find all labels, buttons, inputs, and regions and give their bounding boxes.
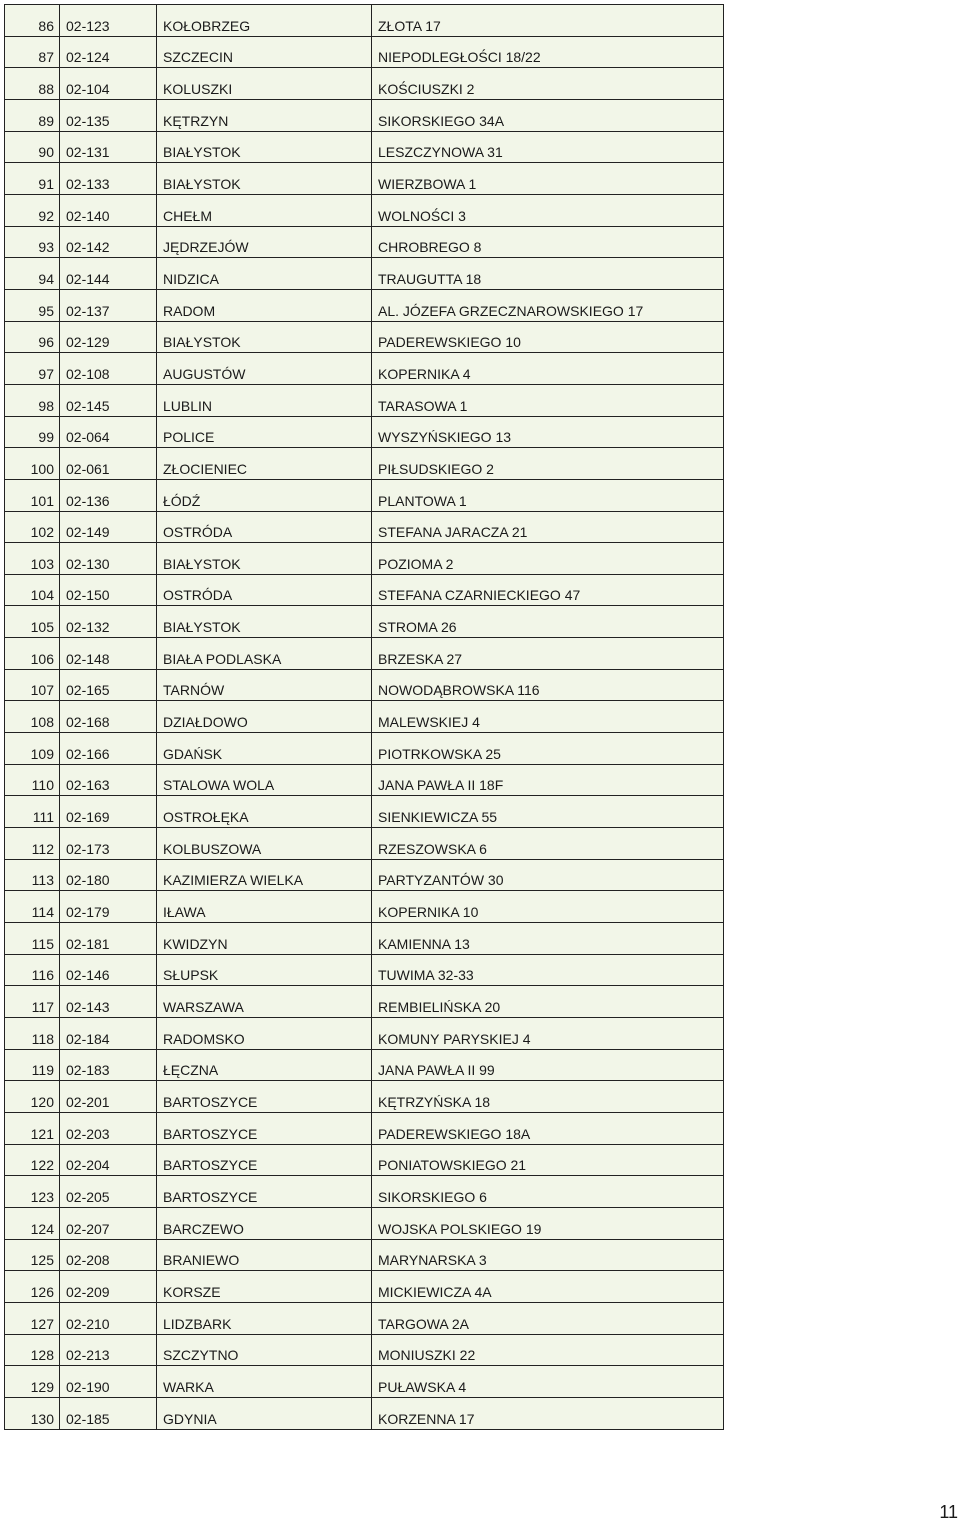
row-number-cell: 106	[5, 638, 60, 670]
branch-code-cell: 02-203	[60, 1112, 157, 1144]
branch-code-cell: 02-146	[60, 954, 157, 986]
branch-code-cell: 02-213	[60, 1334, 157, 1366]
row-number-cell: 101	[5, 479, 60, 511]
row-number-cell: 87	[5, 36, 60, 68]
table-row	[5, 796, 724, 828]
address-cell: PIOTRKOWSKA 25	[372, 733, 724, 765]
city-cell: BARTOSZYCE	[157, 1176, 372, 1208]
address-cell: MICKIEWICZA 4A	[372, 1271, 724, 1303]
table-row	[5, 1018, 724, 1050]
branch-code-cell: 02-165	[60, 669, 157, 701]
address-cell: SIENKIEWICZA 55	[372, 796, 724, 828]
row-number-cell: 117	[5, 986, 60, 1018]
row-number-cell: 129	[5, 1366, 60, 1398]
branch-code-cell: 02-201	[60, 1081, 157, 1113]
row-number-cell: 122	[5, 1144, 60, 1176]
address-cell: RZESZOWSKA 6	[372, 828, 724, 860]
address-cell: TARASOWA 1	[372, 384, 724, 416]
branch-code-cell: 02-131	[60, 131, 157, 163]
branch-code-cell: 02-184	[60, 1018, 157, 1050]
table-row	[5, 1302, 724, 1334]
branch-code-cell: 02-148	[60, 638, 157, 670]
address-cell: KOPERNIKA 10	[372, 891, 724, 923]
branch-code-cell: 02-150	[60, 574, 157, 606]
city-cell: IŁAWA	[157, 891, 372, 923]
table-row	[5, 289, 724, 321]
row-number-cell: 115	[5, 923, 60, 955]
city-cell: KWIDZYN	[157, 923, 372, 955]
row-number-cell: 111	[5, 796, 60, 828]
table-row	[5, 1207, 724, 1239]
branch-code-cell: 02-124	[60, 36, 157, 68]
city-cell: BIAŁA PODLASKA	[157, 638, 372, 670]
table-row	[5, 1112, 724, 1144]
address-cell: JANA PAWŁA II 18F	[372, 764, 724, 796]
address-cell: KOMUNY PARYSKIEJ 4	[372, 1018, 724, 1050]
table-row	[5, 448, 724, 480]
city-cell: BIAŁYSTOK	[157, 321, 372, 353]
row-number-cell: 109	[5, 733, 60, 765]
city-cell: BARCZEWO	[157, 1207, 372, 1239]
city-cell: DZIAŁDOWO	[157, 701, 372, 733]
table-row	[5, 511, 724, 543]
city-cell: POLICE	[157, 416, 372, 448]
address-cell: KAMIENNA 13	[372, 923, 724, 955]
address-cell: AL. JÓZEFA GRZECZNAROWSKIEGO 17	[372, 289, 724, 321]
row-number-cell: 86	[5, 5, 60, 37]
table-row	[5, 954, 724, 986]
address-cell: WIERZBOWA 1	[372, 163, 724, 195]
city-cell: JĘDRZEJÓW	[157, 226, 372, 258]
address-cell: KĘTRZYŃSKA 18	[372, 1081, 724, 1113]
city-cell: CHEŁM	[157, 194, 372, 226]
branch-code-cell: 02-204	[60, 1144, 157, 1176]
address-cell: NIEPODLEGŁOŚCI 18/22	[372, 36, 724, 68]
row-number-cell: 119	[5, 1049, 60, 1081]
table-row	[5, 226, 724, 258]
city-cell: ŁÓDŹ	[157, 479, 372, 511]
table-row	[5, 1397, 724, 1429]
address-cell: KOŚCIUSZKI 2	[372, 68, 724, 100]
address-cell: PLANTOWA 1	[372, 479, 724, 511]
row-number-cell: 107	[5, 669, 60, 701]
address-cell: BRZESKA 27	[372, 638, 724, 670]
table-row	[5, 194, 724, 226]
address-cell: MARYNARSKA 3	[372, 1239, 724, 1271]
row-number-cell: 102	[5, 511, 60, 543]
branch-code-cell: 02-185	[60, 1397, 157, 1429]
row-number-cell: 113	[5, 859, 60, 891]
row-number-cell: 103	[5, 543, 60, 575]
table-row	[5, 891, 724, 923]
table-row	[5, 99, 724, 131]
address-cell: KORZENNA 17	[372, 1397, 724, 1429]
city-cell: WARSZAWA	[157, 986, 372, 1018]
branch-code-cell: 02-140	[60, 194, 157, 226]
branch-code-cell: 02-064	[60, 416, 157, 448]
address-cell: REMBIELIŃSKA 20	[372, 986, 724, 1018]
address-cell: SIKORSKIEGO 6	[372, 1176, 724, 1208]
table-row	[5, 353, 724, 385]
branch-code-cell: 02-136	[60, 479, 157, 511]
city-cell: SZCZYTNO	[157, 1334, 372, 1366]
table-row	[5, 131, 724, 163]
address-cell: POZIOMA 2	[372, 543, 724, 575]
city-cell: ZŁOCIENIEC	[157, 448, 372, 480]
table-row	[5, 638, 724, 670]
city-cell: BIAŁYSTOK	[157, 131, 372, 163]
branch-code-cell: 02-210	[60, 1302, 157, 1334]
address-cell: NOWODĄBROWSKA 116	[372, 669, 724, 701]
branch-code-cell: 02-207	[60, 1207, 157, 1239]
city-cell: BIAŁYSTOK	[157, 163, 372, 195]
branch-code-cell: 02-132	[60, 606, 157, 638]
row-number-cell: 127	[5, 1302, 60, 1334]
address-cell: CHROBREGO 8	[372, 226, 724, 258]
branch-code-cell: 02-166	[60, 733, 157, 765]
branch-table	[4, 4, 724, 1430]
city-cell: BARTOSZYCE	[157, 1144, 372, 1176]
table-row	[5, 321, 724, 353]
table-row	[5, 574, 724, 606]
row-number-cell: 120	[5, 1081, 60, 1113]
row-number-cell: 112	[5, 828, 60, 860]
city-cell: OSTROŁĘKA	[157, 796, 372, 828]
table-row	[5, 5, 724, 37]
branch-code-cell: 02-137	[60, 289, 157, 321]
city-cell: SŁUPSK	[157, 954, 372, 986]
city-cell: RADOM	[157, 289, 372, 321]
row-number-cell: 95	[5, 289, 60, 321]
branch-code-cell: 02-173	[60, 828, 157, 860]
address-cell: SIKORSKIEGO 34A	[372, 99, 724, 131]
table-row	[5, 859, 724, 891]
row-number-cell: 128	[5, 1334, 60, 1366]
branch-code-cell: 02-149	[60, 511, 157, 543]
row-number-cell: 123	[5, 1176, 60, 1208]
branch-code-cell: 02-179	[60, 891, 157, 923]
address-cell: PADEREWSKIEGO 10	[372, 321, 724, 353]
city-cell: AUGUSTÓW	[157, 353, 372, 385]
row-number-cell: 97	[5, 353, 60, 385]
table-row	[5, 1081, 724, 1113]
city-cell: KOLBUSZOWA	[157, 828, 372, 860]
address-cell: JANA PAWŁA II 99	[372, 1049, 724, 1081]
table-row	[5, 1239, 724, 1271]
table-row	[5, 1334, 724, 1366]
address-cell: MONIUSZKI 22	[372, 1334, 724, 1366]
table-row	[5, 36, 724, 68]
address-cell: PONIATOWSKIEGO 21	[372, 1144, 724, 1176]
row-number-cell: 90	[5, 131, 60, 163]
city-cell: BIAŁYSTOK	[157, 543, 372, 575]
table-row	[5, 764, 724, 796]
branch-code-cell: 02-142	[60, 226, 157, 258]
table-row	[5, 733, 724, 765]
branch-code-cell: 02-205	[60, 1176, 157, 1208]
address-cell: TRAUGUTTA 18	[372, 258, 724, 290]
row-number-cell: 108	[5, 701, 60, 733]
table-row	[5, 258, 724, 290]
table-body	[5, 5, 724, 1430]
city-cell: WARKA	[157, 1366, 372, 1398]
row-number-cell: 88	[5, 68, 60, 100]
row-number-cell: 130	[5, 1397, 60, 1429]
city-cell: RADOMSKO	[157, 1018, 372, 1050]
branch-code-cell: 02-143	[60, 986, 157, 1018]
branch-code-cell: 02-209	[60, 1271, 157, 1303]
address-cell: STEFANA CZARNIECKIEGO 47	[372, 574, 724, 606]
row-number-cell: 124	[5, 1207, 60, 1239]
row-number-cell: 93	[5, 226, 60, 258]
row-number-cell: 114	[5, 891, 60, 923]
city-cell: LUBLIN	[157, 384, 372, 416]
city-cell: GDAŃSK	[157, 733, 372, 765]
row-number-cell: 118	[5, 1018, 60, 1050]
row-number-cell: 110	[5, 764, 60, 796]
table-row	[5, 1144, 724, 1176]
row-number-cell: 125	[5, 1239, 60, 1271]
table-row	[5, 1049, 724, 1081]
branch-code-cell: 02-061	[60, 448, 157, 480]
address-cell: WOLNOŚCI 3	[372, 194, 724, 226]
address-cell: PIŁSUDSKIEGO 2	[372, 448, 724, 480]
branch-code-cell: 02-133	[60, 163, 157, 195]
branch-code-cell: 02-108	[60, 353, 157, 385]
address-cell: PADEREWSKIEGO 18A	[372, 1112, 724, 1144]
table-row	[5, 416, 724, 448]
branch-code-cell: 02-183	[60, 1049, 157, 1081]
table-row	[5, 1366, 724, 1398]
row-number-cell: 89	[5, 99, 60, 131]
row-number-cell: 105	[5, 606, 60, 638]
branch-code-cell: 02-169	[60, 796, 157, 828]
row-number-cell: 91	[5, 163, 60, 195]
city-cell: BRANIEWO	[157, 1239, 372, 1271]
page-number: 11	[939, 1502, 958, 1522]
row-number-cell: 98	[5, 384, 60, 416]
branch-code-cell: 02-130	[60, 543, 157, 575]
city-cell: OSTRÓDA	[157, 574, 372, 606]
city-cell: KĘTRZYN	[157, 99, 372, 131]
city-cell: KOŁOBRZEG	[157, 5, 372, 37]
branch-code-cell: 02-129	[60, 321, 157, 353]
table-row	[5, 669, 724, 701]
table-row	[5, 543, 724, 575]
row-number-cell: 92	[5, 194, 60, 226]
address-cell: PARTYZANTÓW 30	[372, 859, 724, 891]
address-cell: PUŁAWSKA 4	[372, 1366, 724, 1398]
table-row	[5, 828, 724, 860]
city-cell: KAZIMIERZA WIELKA	[157, 859, 372, 891]
table-row	[5, 606, 724, 638]
address-cell: ZŁOTA 17	[372, 5, 724, 37]
address-cell: TARGOWA 2A	[372, 1302, 724, 1334]
branch-code-cell: 02-168	[60, 701, 157, 733]
branch-code-cell: 02-135	[60, 99, 157, 131]
city-cell: BARTOSZYCE	[157, 1112, 372, 1144]
branch-code-cell: 02-163	[60, 764, 157, 796]
table-row	[5, 163, 724, 195]
branch-code-cell: 02-145	[60, 384, 157, 416]
city-cell: BARTOSZYCE	[157, 1081, 372, 1113]
row-number-cell: 121	[5, 1112, 60, 1144]
row-number-cell: 94	[5, 258, 60, 290]
table-row	[5, 701, 724, 733]
address-cell: WOJSKA POLSKIEGO 19	[372, 1207, 724, 1239]
city-cell: STALOWA WOLA	[157, 764, 372, 796]
branch-code-cell: 02-123	[60, 5, 157, 37]
branch-code-cell: 02-104	[60, 68, 157, 100]
table-row	[5, 384, 724, 416]
city-cell: KORSZE	[157, 1271, 372, 1303]
city-cell: TARNÓW	[157, 669, 372, 701]
address-cell: STEFANA JARACZA 21	[372, 511, 724, 543]
city-cell: BIAŁYSTOK	[157, 606, 372, 638]
table-row	[5, 986, 724, 1018]
city-cell: GDYNIA	[157, 1397, 372, 1429]
city-cell: ŁĘCZNA	[157, 1049, 372, 1081]
table-row	[5, 1271, 724, 1303]
table-row	[5, 923, 724, 955]
branch-code-cell: 02-208	[60, 1239, 157, 1271]
address-cell: MALEWSKIEJ 4	[372, 701, 724, 733]
address-cell: TUWIMA 32-33	[372, 954, 724, 986]
city-cell: KOLUSZKI	[157, 68, 372, 100]
row-number-cell: 99	[5, 416, 60, 448]
city-cell: NIDZICA	[157, 258, 372, 290]
address-cell: STROMA 26	[372, 606, 724, 638]
city-cell: SZCZECIN	[157, 36, 372, 68]
row-number-cell: 100	[5, 448, 60, 480]
row-number-cell: 104	[5, 574, 60, 606]
branch-code-cell: 02-190	[60, 1366, 157, 1398]
branch-code-cell: 02-180	[60, 859, 157, 891]
row-number-cell: 126	[5, 1271, 60, 1303]
city-cell: LIDZBARK	[157, 1302, 372, 1334]
address-cell: WYSZYŃSKIEGO 13	[372, 416, 724, 448]
row-number-cell: 96	[5, 321, 60, 353]
city-cell: OSTRÓDA	[157, 511, 372, 543]
address-cell: LESZCZYNOWA 31	[372, 131, 724, 163]
table-row	[5, 1176, 724, 1208]
row-number-cell: 116	[5, 954, 60, 986]
address-cell: KOPERNIKA 4	[372, 353, 724, 385]
branch-code-cell: 02-144	[60, 258, 157, 290]
table-row	[5, 68, 724, 100]
table-row	[5, 479, 724, 511]
branch-code-cell: 02-181	[60, 923, 157, 955]
